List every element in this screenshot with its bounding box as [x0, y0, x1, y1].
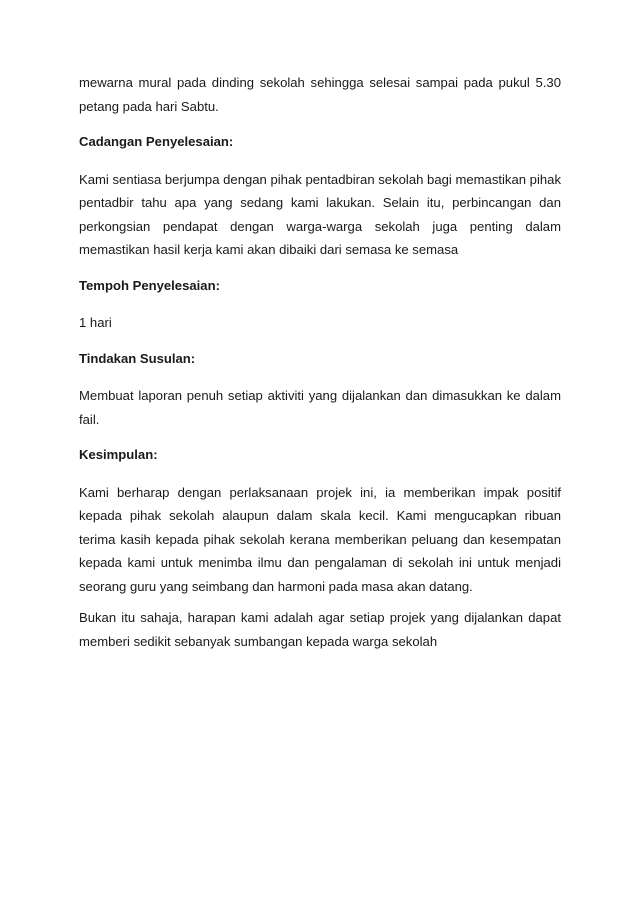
closing-paragraph: Bukan itu sahaja, harapan kami adalah agar setiap projek yang dijalankan dapat memberi sedikit sebanyak sumbangan kepada warga sekolah [79, 610, 561, 649]
intro-paragraph: mewarna mural pada dinding sekolah sehingga selesai sampai pada pukul 5.30 petang pada hari Sabtu. [79, 75, 561, 114]
heading-kesimpulan: Kesimpulan: [79, 447, 158, 462]
body-cadangan-penyelesaian: Kami sentiasa berjumpa dengan pihak pentadbiran sekolah bagi memastikan pihak pentadbir tahu apa yang sedang kami lakukan. Selain itu, perbincangan dan perkongsian pendapat dengan warga-warga sekolah juga penting dalam memastikan hasil kerja kami akan dibaiki dari semasa ke semasa [79, 171, 561, 257]
body-kesimpulan: Kami berharap dengan perlaksanaan projek ini, ia memberikan impak positif kepada pihak sekolah alaupun dalam skala kecil. Kami mengucapkan ribuan terima kasih kepada pihak sekolah kerana memberikan peluang dan kesempatan kepada kami untuk menimba ilmu dan pengalaman di sekolah ini untuk menjadi seorang guru yang seimbang dan harmoni pada masa akan datang. [79, 484, 561, 594]
body-tempoh-penyelesaian: 1 hari [79, 315, 112, 330]
heading-cadangan-penyelesaian: Cadangan Penyelesaian: [79, 134, 234, 149]
document-page [79, 71, 561, 653]
heading-tindakan-susulan: Tindakan Susulan: [79, 350, 196, 366]
body-tindakan-susulan: Membuat laporan penuh setiap aktiviti yang dijalankan dan dimasukkan ke dalam fail. [79, 388, 561, 427]
heading-tempoh-penyelesaian: Tempoh Penyelesaian: [79, 277, 220, 293]
